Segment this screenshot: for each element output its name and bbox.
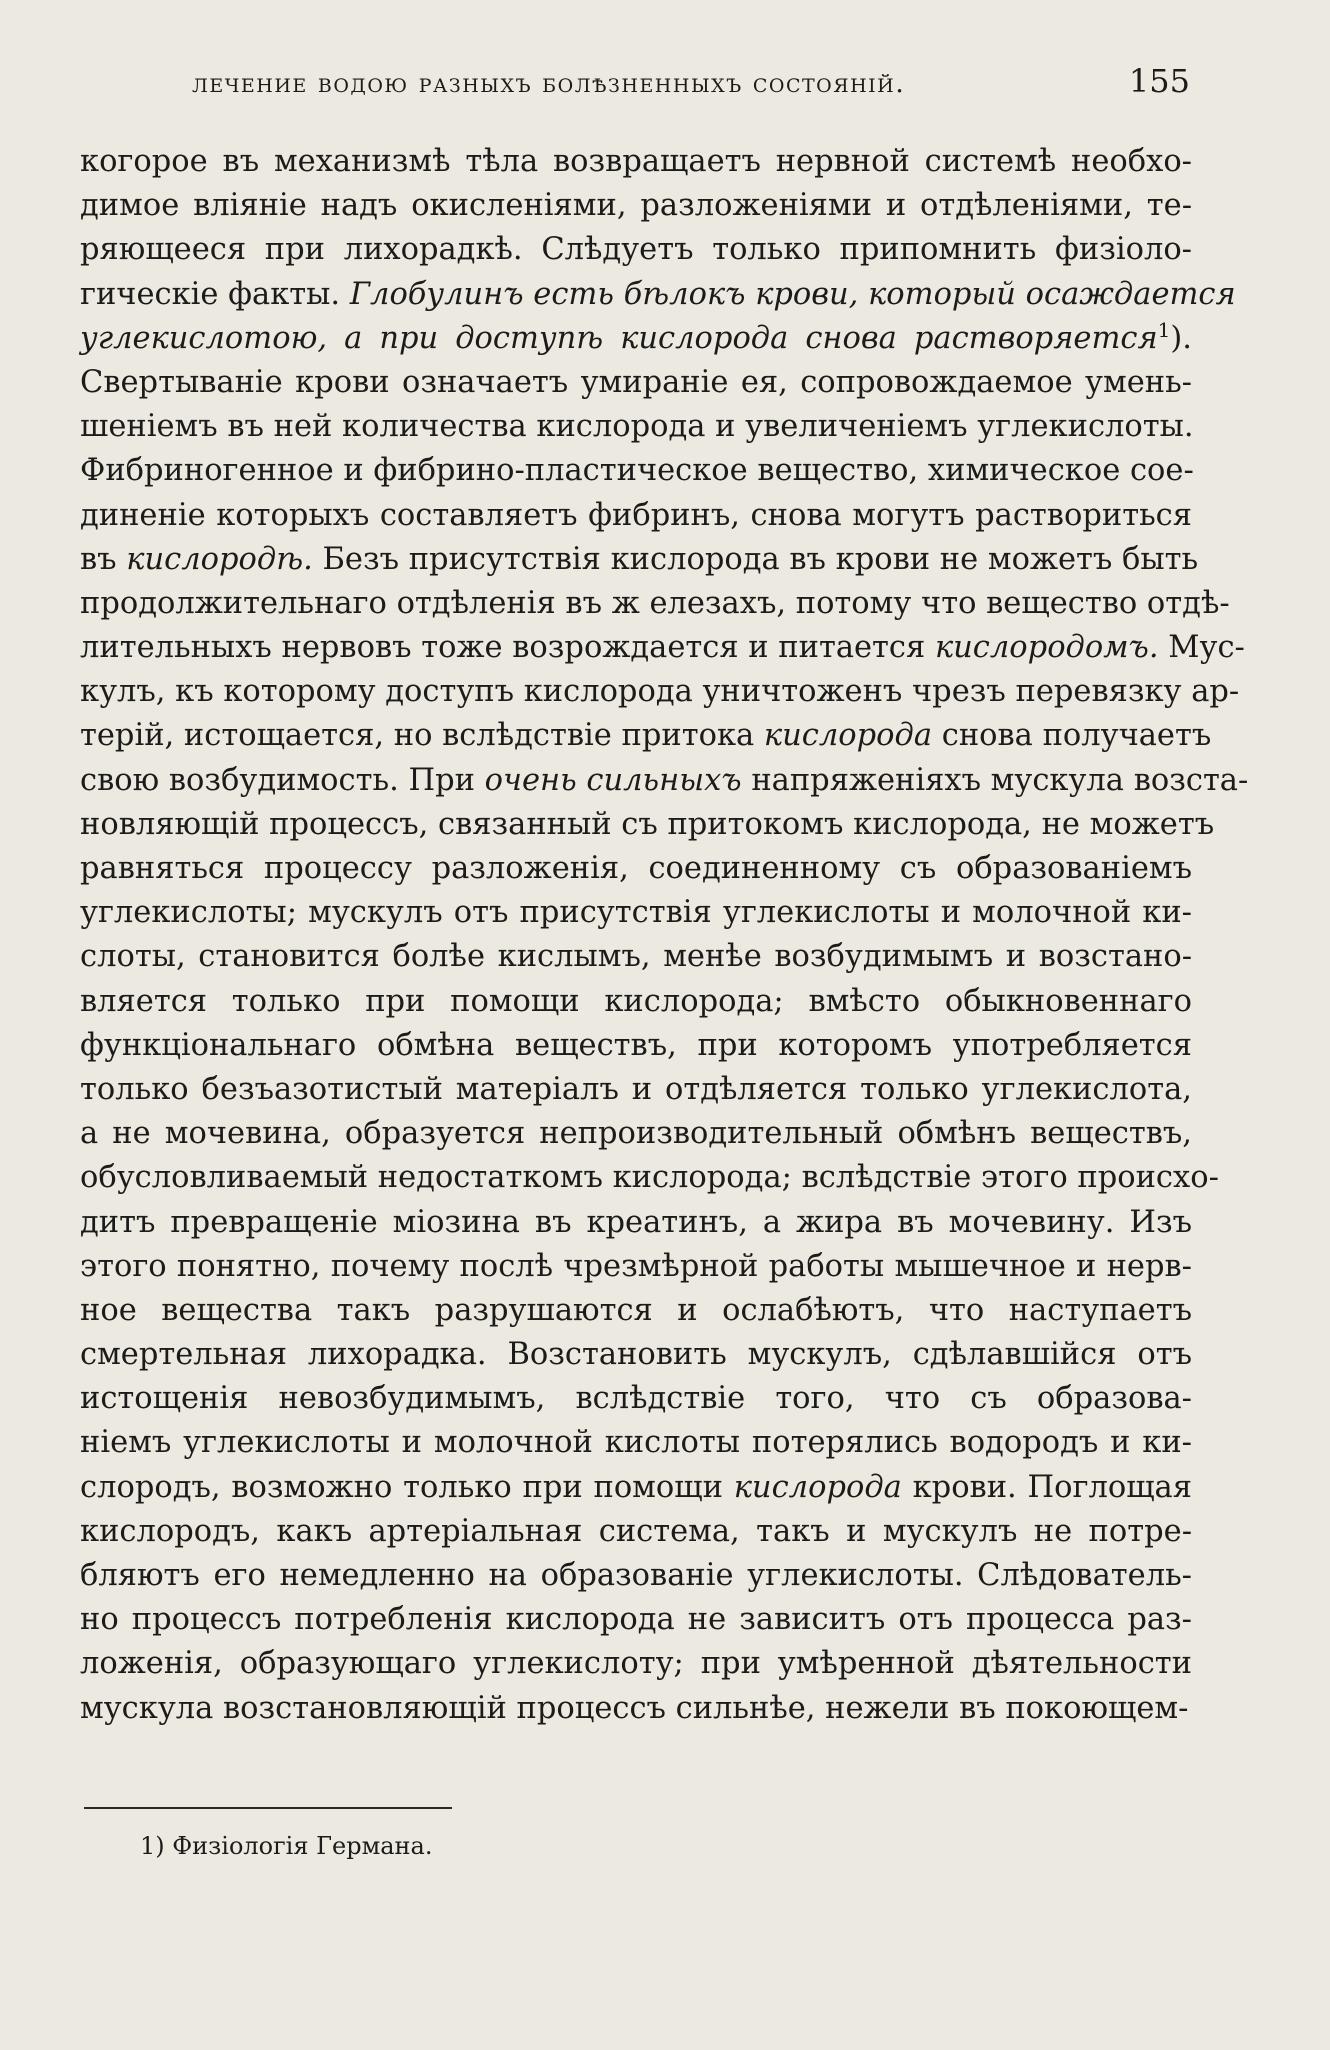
text-run: диненіе которыхъ составляетъ фибринъ, снова могутъ раствориться xyxy=(80,497,1192,533)
text-run: шеніемъ въ ней количества кислорода и увеличеніемъ углекислоты. xyxy=(80,409,1194,445)
text-line xyxy=(80,714,1212,758)
text-run: новляющій процессъ, связанный съ притокомъ кислорода, не можетъ xyxy=(80,806,1215,842)
footnote-ref: 1 xyxy=(1157,317,1171,342)
running-header xyxy=(80,62,1190,108)
text-line xyxy=(80,1289,1192,1333)
text-run: Мус- xyxy=(1158,630,1245,666)
text-line xyxy=(80,405,1192,449)
text-run: въ xyxy=(80,541,127,577)
text-run: мускула возстановляющій процессъ сильнѣе, нежели въ покоющем- xyxy=(80,1690,1189,1726)
text-run: ное вещества такъ разрушаются и ослабѣютъ, что наступаетъ xyxy=(80,1292,1192,1328)
text-line xyxy=(80,847,1192,891)
text-line xyxy=(80,626,1245,670)
text-run: истощенія невозбудимымъ, вслѣдствіе того, что съ образова- xyxy=(80,1381,1192,1417)
text-run: ряющееся при лихорадкѣ. Слѣдуетъ только припомнить физіоло- xyxy=(80,232,1192,268)
text-run: кулъ, къ которому доступъ кислорода уничтоженъ чрезъ перевязку ар- xyxy=(80,674,1240,710)
text-run: углекислоты; мускулъ отъ присутствія углекислоты и молочной ки- xyxy=(80,895,1192,931)
text-line xyxy=(80,1156,1219,1200)
text-run: Безъ присутствія кислорода въ крови не можетъ быть xyxy=(312,541,1199,577)
text-run: равняться процессу разложенія, соединенному съ образованіемъ xyxy=(80,851,1192,886)
page-number: 155 xyxy=(1128,62,1190,100)
text-run: Фибриногенное и фибрино-пластическое вещество, химическое соe- xyxy=(80,453,1194,489)
text-run: только безъазотистый матеріалъ и отдѣляется только углекислота, xyxy=(80,1071,1192,1107)
text-line xyxy=(80,361,1192,405)
italic-run: кислородомъ. xyxy=(934,630,1159,666)
text-line xyxy=(80,1466,1192,1510)
text-line xyxy=(80,228,1192,272)
text-line xyxy=(80,1598,1192,1642)
text-run: Свертываніе крови означаетъ умираніе ея, сопровождаемое умень- xyxy=(80,364,1192,400)
italic-run: очень сильныхъ xyxy=(484,762,742,798)
text-line xyxy=(80,273,1236,317)
text-run: ). xyxy=(1170,320,1192,356)
text-run: снова получаетъ xyxy=(932,718,1212,754)
text-run: функціональнаго обмѣна веществъ, при которомъ употребляется xyxy=(80,1027,1192,1063)
italic-run: углекислотою, а при доступѣ кислорода снова растворяется xyxy=(80,320,1158,356)
text-run: кислородъ, какъ артеріальная система, такъ и мускулъ не потре- xyxy=(80,1513,1192,1549)
text-line xyxy=(80,1333,1192,1377)
text-line xyxy=(80,140,1192,184)
text-line xyxy=(80,1421,1192,1465)
text-run: гическіе факты. xyxy=(80,276,350,312)
footnote-divider xyxy=(84,1807,452,1809)
text-line xyxy=(80,1245,1192,1289)
text-line xyxy=(80,1642,1192,1686)
text-run: бляютъ его немедленно на образованіе углекислоты. Слѣдователь- xyxy=(80,1558,1192,1593)
text-run: ніемъ углекислоты и молочной кислоты потерялись водородъ и ки- xyxy=(80,1425,1192,1461)
footnote: 1) Физіологія Германа. xyxy=(140,1832,433,1860)
text-run: слородъ, возможно только при помощи xyxy=(80,1469,734,1505)
text-line xyxy=(80,759,1249,803)
text-line xyxy=(80,670,1240,714)
text-run: когорое въ механизмѣ тѣла возвращаетъ нервной системѣ необхо- xyxy=(80,144,1192,179)
text-line xyxy=(80,803,1215,847)
text-run: ложенія, образующаго углекислоту; при умѣренной дѣятельности xyxy=(80,1646,1192,1682)
text-line xyxy=(80,538,1199,582)
text-run: смертельная лихорадка. Возстановить мускулъ, сдѣлавшійся отъ xyxy=(80,1337,1192,1373)
text-run: а не мочевина, образуется непроизводительный обмѣнъ веществъ, xyxy=(80,1116,1192,1152)
text-line xyxy=(80,1554,1192,1598)
text-run: слоты, становится болѣе кислымъ, менѣе возбудимымъ и возстано- xyxy=(80,939,1192,975)
running-title: лечение водою разныхъ болѣзненныхъ состояній. xyxy=(192,68,906,99)
text-line xyxy=(80,1024,1192,1068)
text-line xyxy=(80,891,1192,935)
text-line xyxy=(80,1687,1192,1731)
text-line xyxy=(80,1377,1192,1421)
text-line xyxy=(80,494,1192,538)
text-line xyxy=(80,582,1230,626)
body-text xyxy=(80,140,1249,1731)
text-line xyxy=(80,449,1192,493)
text-line xyxy=(80,1510,1192,1554)
text-run: свою возбудимость. При xyxy=(80,762,485,798)
text-run: напряженіяхъ мускула возста- xyxy=(741,762,1249,798)
text-run: но процессъ потребленія кислорода не зависитъ отъ процесса раз- xyxy=(80,1602,1192,1638)
text-line xyxy=(80,980,1192,1024)
text-run: терій, истощается, но вслѣдствіе притока xyxy=(80,718,764,754)
text-run: дитъ превращеніе міозина въ креатинъ, а жира въ мочевину. Изъ xyxy=(80,1204,1192,1240)
italic-run: Глобулинъ есть бѣлокъ крови, который осаждается xyxy=(349,276,1236,312)
text-run: вляется только при помощи кислорода; вмѣсто обыкновеннаго xyxy=(80,983,1192,1019)
text-line xyxy=(80,317,1192,361)
text-run: этого понятно, почему послѣ чрезмѣрной работы мышечное и нерв- xyxy=(80,1248,1192,1284)
text-run: обусловливаемый недостаткомъ кислорода; вслѣдствіе этого происхо- xyxy=(80,1160,1219,1196)
text-line xyxy=(80,1201,1192,1245)
text-run: продолжительнаго отдѣленія въ ж елезахъ, потому что вещество отдѣ- xyxy=(80,585,1230,621)
text-run: лительныхъ нервовъ тоже возрождается и питается xyxy=(80,630,935,666)
text-line xyxy=(80,184,1192,228)
text-line xyxy=(80,1068,1192,1112)
italic-run: кислорода xyxy=(733,1469,902,1505)
text-run: крови. Поглощая xyxy=(901,1469,1192,1505)
text-line xyxy=(80,935,1192,979)
italic-run: кислорода xyxy=(763,718,933,754)
text-run: димое вліяніе надъ окисленіями, разложеніями и отдѣленіями, те- xyxy=(80,188,1192,224)
text-line xyxy=(80,1112,1192,1156)
italic-run: кислородѣ. xyxy=(126,541,313,577)
